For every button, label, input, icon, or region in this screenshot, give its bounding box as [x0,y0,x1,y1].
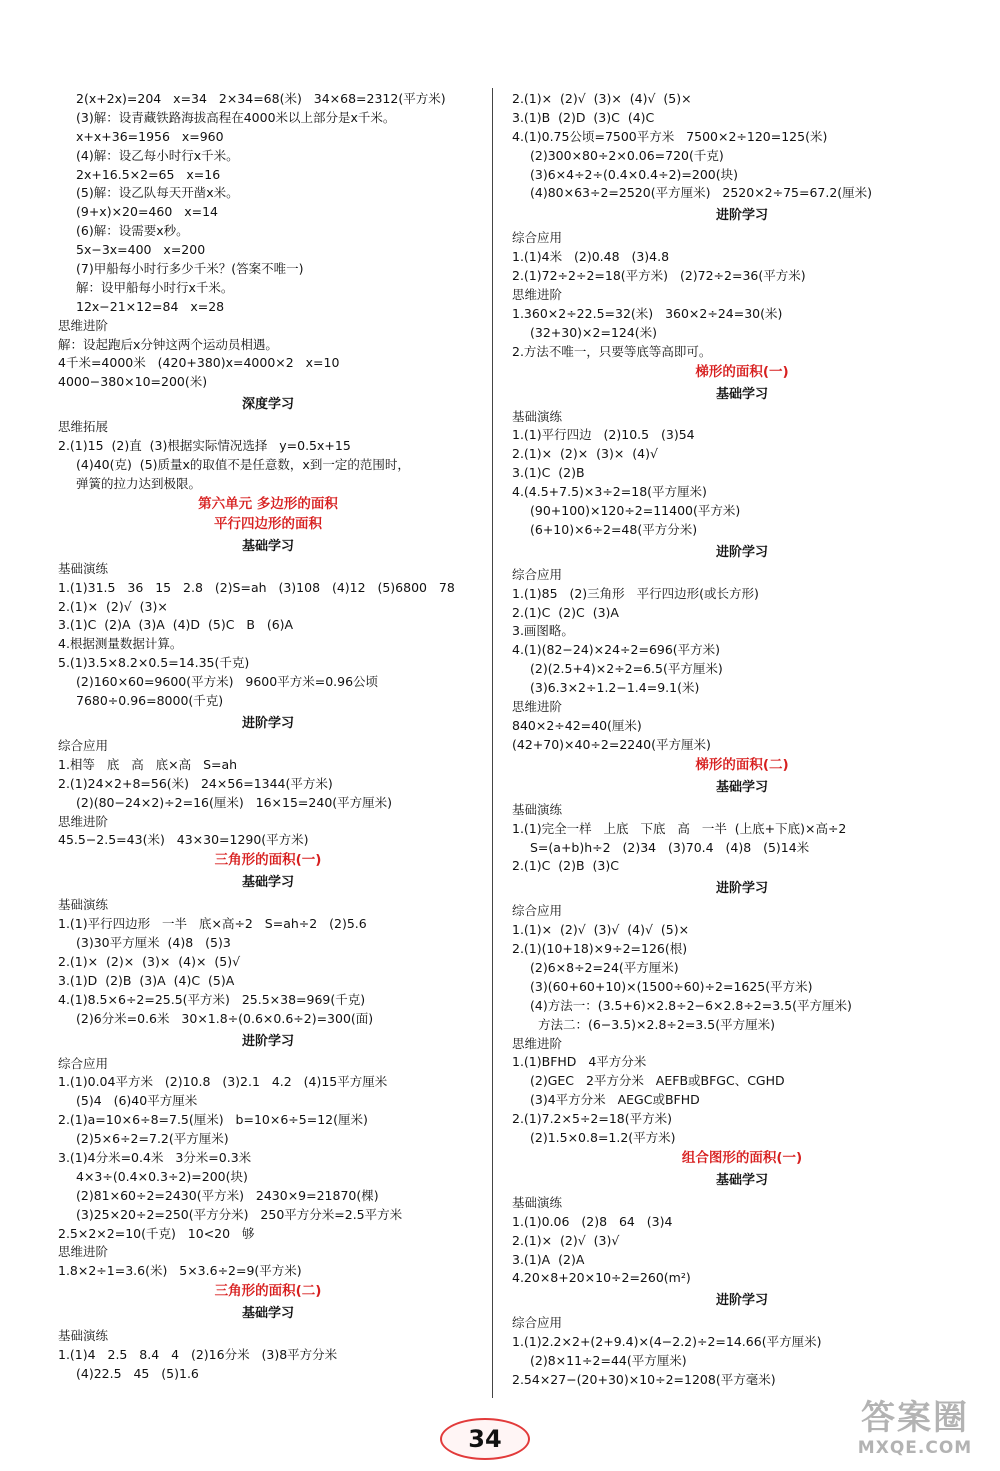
subsection-heading: 进阶学习 [241,1033,294,1049]
answer-line: (2)6×8÷2=24(平方厘米) [530,959,679,975]
subsection-heading: 深度学习 [241,397,294,413]
answer-line: 2.(1)C (2)B (3)C [512,858,619,874]
answer-line: 2.(1)C (2)C (3)A [512,604,619,620]
answer-line: 基础演练 [512,1194,563,1210]
column-divider [492,88,493,1398]
answer-line: (6)解：设需要x秒。 [76,223,189,239]
answer-line: (3)30平方厘米 (4)8 (5)3 [76,935,231,951]
answer-line: 1.8×2÷1=3.6(米) 5×3.6÷2=9(平方米) [58,1263,302,1279]
watermark-url: MXQE.COM [857,1438,973,1458]
answer-line: 1.360×2÷22.5=32(米) 360×2÷24=30(米) [512,305,783,321]
subsection-heading: 基础学习 [715,779,768,795]
answer-line: 3.(1)4分米=0.4米 3分米=0.3米 [58,1149,252,1165]
answer-line: 思维进阶 [58,317,109,333]
answer-line: (2)6分米=0.6米 30×1.8÷(0.6×0.6÷2)=300(面) [76,1010,374,1026]
answer-line: 基础演练 [512,408,563,424]
answer-line: x+x+36=1956 x=960 [76,128,224,144]
answer-line: 2.(1)× (2)√ (3)√ [512,1232,620,1248]
subsection-heading: 进阶学习 [715,881,768,897]
answer-line: 综合应用 [512,566,563,582]
subsection-heading: 基础学习 [241,538,294,554]
answer-line: 4.(1)(82−24)×24÷2=696(平方米) [512,642,721,658]
answer-line: 5x−3x=400 x=200 [76,242,206,258]
answer-line: (2)(2.5+4)×2÷2=6.5(平方厘米) [530,661,723,677]
answer-line: 4千米=4000米 (420+380)x=4000×2 x=10 [58,355,340,371]
answer-line: (9+x)×20=460 x=14 [76,204,218,220]
answer-line: (5)解：设乙队每天开凿x米。 [76,185,239,201]
answer-line: 4000−380×10=200(米) [58,374,208,390]
answer-line: (3)6×4÷2÷(0.4×0.4÷2)=200(块) [530,166,738,182]
answer-line: (4)80×63÷2=2520(平方厘米) 2520×2÷75=67.2(厘米) [530,185,873,201]
answer-line: (42+70)×40÷2=2240(平方厘米) [512,736,711,752]
answer-line: (7)甲船每小时行多少千米？(答案不唯一) [76,261,304,277]
answer-line: 基础演练 [58,897,109,913]
answer-line: 综合应用 [58,737,109,753]
answer-line: 1.(1)BFHD 4平方分米 [512,1054,647,1070]
answer-line: 解：设起跑后x分钟这两个运动员相遇。 [58,336,278,352]
answer-line: 综合应用 [512,1315,563,1331]
answer-line: 2.(1)× (2)× (3)× (4)× (5)√ [58,953,241,969]
answer-line: 2.(1)24×2+8=56(米) 24×56=1344(平方米) [58,775,333,791]
answer-line: 2.5×2×2=10(千克) 10<20 够 [58,1225,255,1241]
subsection-heading: 进阶学习 [715,1293,768,1309]
answer-line: (3)6.3×2÷1.2−1.4=9.1(米) [530,680,700,696]
subsection-heading: 进阶学习 [715,544,768,560]
section-title: 平行四边形的面积 [214,515,322,532]
watermark-text: 答案圈 [861,1398,969,1438]
answer-line: 2x+16.5×2=65 x=16 [76,166,221,182]
answer-line: (3)(60+60+10)×(1500÷60)÷2=1625(平方米) [530,978,813,994]
subsection-heading: 进阶学习 [241,715,294,731]
answer-line: 5.(1)3.5×8.2×0.5=14.35(千克) [58,655,250,671]
answer-line: (2)81×60÷2=2430(平方米) 2430×9=21870(棵) [76,1187,379,1203]
answer-line: (5)4 (6)40平方厘米 [76,1093,198,1109]
subsection-heading: 基础学习 [241,875,294,891]
subsection-heading: 基础学习 [715,386,768,402]
answer-line: (2)8×11÷2=44(平方厘米) [530,1353,687,1369]
answer-line: 1.(1)2.2×2+(2+9.4)×(4−2.2)÷2=14.66(平方厘米) [512,1334,822,1350]
answer-line: 4.(4.5+7.5)×3÷2=18(平方厘米) [512,484,707,500]
answer-line: 12x−21×12=84 x=28 [76,298,225,314]
page-number-badge [440,1418,530,1460]
answer-line: (2)300×80÷2×0.06=720(千克) [530,147,724,163]
answer-line: 2.(1)(10+18)×9÷2=126(根) [512,941,688,957]
section-title: 组合图形的面积(一) [681,1149,803,1166]
answer-line: 基础演练 [58,1328,109,1344]
watermark-logo [840,1398,990,1464]
answer-column-left [58,90,478,1384]
answer-line: 思维进阶 [512,699,563,715]
answer-line: 3.(1)D (2)B (3)A (4)C (5)A [58,972,235,988]
answer-line: 3.(1)A (2)A [512,1251,585,1267]
answer-line: 思维进阶 [58,1244,109,1260]
answer-column-right [512,90,972,1390]
answer-line: (3)4平方分米 AEGC或BFHD [530,1092,700,1108]
answer-line: 3.(1)B (2)D (3)C (4)C [512,109,655,125]
answer-line: 2.(1)× (2)× (3)× (4)√ [512,446,658,462]
answer-line: 1.(1)31.5 36 15 2.8 (2)S=ah (3)108 (4)12 (5)6800 78 [58,579,455,595]
answer-line: 综合应用 [512,230,563,246]
answer-line: (4)22.5 45 (5)1.6 [76,1365,199,1381]
answer-line: (2)GEC 2平方分米 AEFB或BFGC、CGHD [530,1073,785,1089]
answer-line: 1.(1)85 (2)三角形 平行四边形(或长方形) [512,585,759,601]
answer-line: 4.(1)8.5×6÷2=25.5(平方米) 25.5×38=969(千克) [58,991,366,1007]
answer-line: (2)1.5×0.8=1.2(平方米) [530,1129,676,1145]
answer-line: 思维进阶 [512,287,563,303]
answer-line: 840×2÷42=40(厘米) [512,717,642,733]
answer-line: 2.(1)15 (2)直 (3)根据实际情况选择 y=0.5x+15 [58,438,351,454]
answer-line: 方法二：(6−3.5)×2.8÷2=3.5(平方厘米) [538,1016,775,1032]
subsection-heading: 基础学习 [241,1306,294,1322]
answer-line: 基础演练 [512,801,563,817]
subsection-heading: 基础学习 [715,1172,768,1188]
answer-line: (4)方法一：(3.5+6)×2.8÷2−6×2.8÷2=3.5(平方厘米) [530,997,852,1013]
answer-line: 基础演练 [58,560,109,576]
answer-line: 2.(1)× (2)√ (3)× (4)√ (5)× [512,91,692,106]
answer-line: (3)解：设青藏铁路海拔高程在4000米以上部分是x千米。 [76,109,396,125]
answer-line: (2)5×6÷2=7.2(平方厘米) [76,1131,229,1147]
answer-line: (4)40(克) (5)质量x的取值不是任意数，x到一定的范围时， [76,457,410,473]
answer-line: (2)160×60=9600(平方米) 9600平方米=0.96公顷 [76,674,379,690]
answer-line: 2.(1)72÷2÷2=18(平方米) (2)72÷2=36(平方米) [512,268,806,284]
answer-line: 7680÷0.96=8000(千克) [76,693,224,709]
answer-line: 弹簧的拉力达到极限。 [76,475,202,491]
answer-line: (3)25×20÷2=250(平方分米) 250平方分米=2.5平方米 [76,1206,403,1222]
answer-line: 4.根据测量数据计算。 [58,636,183,652]
answer-line: 3.画图略。 [512,623,574,639]
answer-line: 4.20×8+20×10÷2=260(m²) [512,1270,691,1286]
answer-line: 45.5−2.5=43(米) 43×30=1290(平方米) [58,832,309,848]
answer-line: 2(x+2x)=204 x=34 2×34=68(米) 34×68=2312(平方米) [76,91,446,106]
answer-line: 1.(1)平行四边 (2)10.5 (3)54 [512,427,695,443]
answer-line: 1.(1)0.06 (2)8 64 (3)4 [512,1213,673,1229]
answer-line: 综合应用 [58,1055,109,1071]
answer-line: 1.相等 底 高 底×高 S=ah [58,756,238,772]
answer-line: 2.(1)7.2×5÷2=18(平方米) [512,1111,672,1127]
answer-line: (4)解：设乙每小时行x千米。 [76,147,239,163]
subsection-heading: 进阶学习 [715,208,768,224]
page-number: 34 [468,1425,502,1453]
section-title: 梯形的面积(一) [695,363,789,380]
answer-line: 2.(1)a=10×6÷8=7.5(厘米) b=10×6÷5=12(厘米) [58,1112,368,1128]
answer-line: (32+30)×2=124(米) [530,324,658,340]
answer-line: 1.(1)4米 (2)0.48 (3)4.8 [512,249,670,265]
answer-line: 1.(1)× (2)√ (3)√ (4)√ (5)× [512,922,690,938]
answer-line: 2.(1)× (2)√ (3)× [58,598,168,614]
answer-line: S=(a+b)h÷2 (2)34 (3)70.4 (4)8 (5)14米 [530,839,810,855]
answer-line: 1.(1)4 2.5 8.4 4 (2)16分米 (3)8平方分米 [58,1347,338,1363]
answer-line: 1.(1)完全一样 上底 下底 高 一半 (上底+下底)×高÷2 [512,820,847,836]
section-title: 三角形的面积(一) [214,852,322,869]
answer-line: 2.方法不唯一，只要等底等高即可。 [512,343,712,359]
answer-line: 1.(1)0.04平方米 (2)10.8 (3)2.1 4.2 (4)15平方厘米 [58,1074,388,1090]
answer-line: 解：设甲船每小时行x千米。 [76,279,234,295]
answer-line: 1.(1)平行四边形 一半 底×高÷2 S=ah÷2 (2)5.6 [58,916,367,932]
answer-line: (2)(80−24×2)÷2=16(厘米) 16×15=240(平方厘米) [76,794,393,810]
answer-line: (90+100)×120÷2=11400(平方米) [530,503,741,519]
section-title: 三角形的面积(二) [214,1283,322,1300]
answer-line: 思维拓展 [58,419,109,435]
answer-line: 思维进阶 [512,1035,563,1051]
answer-line: 3.(1)C (2)A (3)A (4)D (5)C B (6)A [58,617,294,633]
answer-line: 3.(1)C (2)B [512,465,585,481]
section-title: 梯形的面积(二) [695,756,789,773]
answer-line: 思维进阶 [58,813,109,829]
answer-line: 2.54×27−(20+30)×10÷2=1208(平方毫米) [512,1371,776,1387]
answer-line: 综合应用 [512,903,563,919]
answer-line: 4.(1)0.75公顷=7500平方米 7500×2÷120=125(米) [512,128,828,144]
section-title: 第六单元 多边形的面积 [198,495,338,512]
answer-line: (6+10)×6÷2=48(平方分米) [530,521,698,537]
answer-line: 4×3÷(0.4×0.3÷2)=200(块) [76,1168,248,1184]
